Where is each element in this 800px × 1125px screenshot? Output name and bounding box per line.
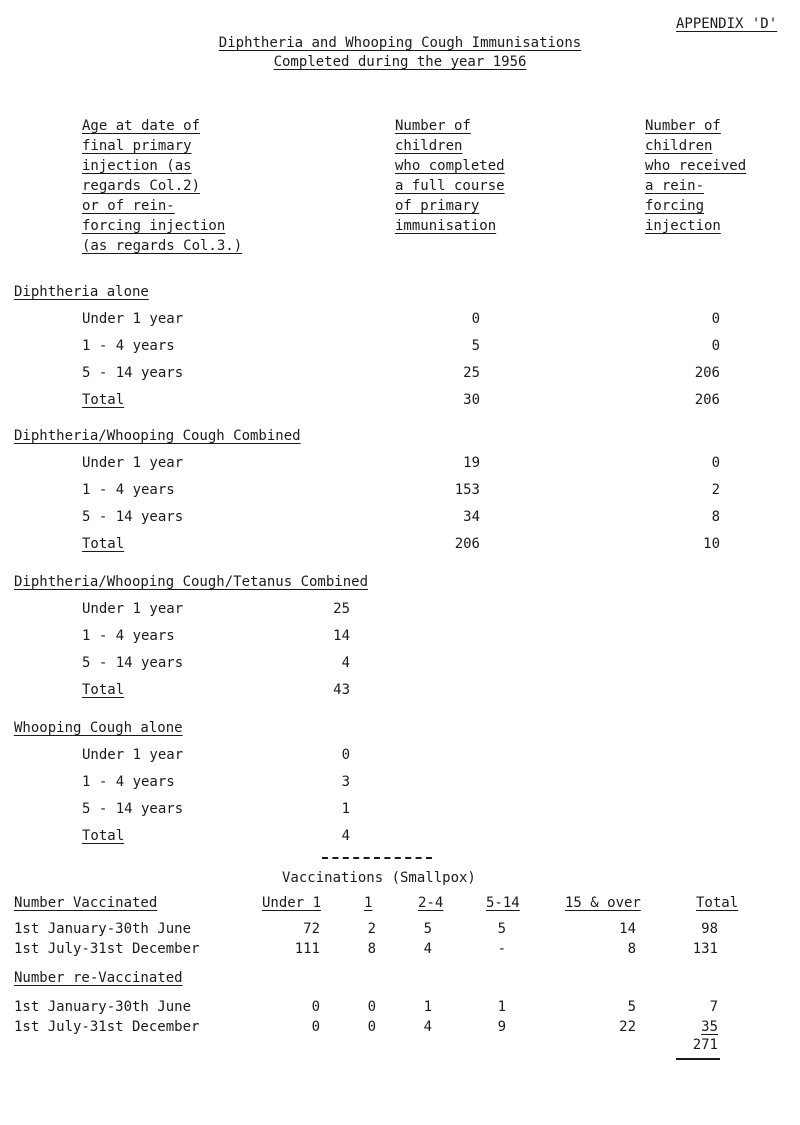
row-label: Under 1 year xyxy=(82,747,184,763)
grand-total-underline xyxy=(676,1058,720,1060)
completed-value: 5 xyxy=(471,338,480,354)
total-label: Total xyxy=(82,392,125,408)
col-header-5-14: 5-14 xyxy=(486,895,520,911)
col-header-under-1: Under 1 xyxy=(262,895,322,911)
section-heading: Diphtheria/Whooping Cough Combined xyxy=(14,428,301,444)
reinforcing-value: 0 xyxy=(711,311,720,327)
reinforcing-value: 0 xyxy=(711,455,720,471)
total-label: Total xyxy=(82,682,125,698)
section-heading: Diphtheria alone xyxy=(14,284,149,300)
row-label: Under 1 year xyxy=(82,601,184,617)
row-label: 1 - 4 years xyxy=(82,482,175,498)
row-label: 5 - 14 years xyxy=(82,801,184,817)
completed-value: 0 xyxy=(341,747,350,763)
completed-value: 34 xyxy=(463,509,480,525)
section-divider xyxy=(322,857,432,859)
completed-value: 25 xyxy=(463,365,480,381)
reinforcing-value: 2 xyxy=(711,482,720,498)
completed-total: 30 xyxy=(463,392,480,408)
completed-total: 43 xyxy=(333,682,350,698)
row-label: 1 - 4 years xyxy=(82,628,175,644)
completed-value: 25 xyxy=(333,601,350,617)
revaccinated-heading: Number re-Vaccinated xyxy=(14,970,183,986)
col-header-15-over: 15 & over xyxy=(565,895,641,911)
col-header-total: Total xyxy=(696,895,739,911)
completed-value: 3 xyxy=(341,774,350,790)
row-label: Under 1 year xyxy=(82,311,184,327)
section-heading: Whooping Cough alone xyxy=(14,720,183,736)
row-label: 5 - 14 years xyxy=(82,655,184,671)
smallpox-title: Vaccinations (Smallpox) xyxy=(282,870,476,886)
total-label: Total xyxy=(82,536,125,552)
completed-value: 153 xyxy=(454,482,480,498)
completed-value: 19 xyxy=(463,455,480,471)
appendix-label: APPENDIX 'D' xyxy=(676,16,778,32)
row-label: 5 - 14 years xyxy=(82,509,184,525)
reinforcing-value: 8 xyxy=(711,509,720,525)
section-heading: Diphtheria/Whooping Cough/Tetanus Combined xyxy=(14,574,369,590)
completed-value: 4 xyxy=(341,655,350,671)
completed-value: 0 xyxy=(471,311,480,327)
completed-total: 206 xyxy=(454,536,480,552)
document-subtitle: Completed during the year 1956 xyxy=(273,54,527,70)
reinforcing-value: 0 xyxy=(711,338,720,354)
row-label: Under 1 year xyxy=(82,455,184,471)
reinforcing-total: 206 xyxy=(694,392,720,408)
number-vaccinated-header: Number Vaccinated xyxy=(14,895,158,911)
row-label: 5 - 14 years xyxy=(82,365,184,381)
grand-total: 271 xyxy=(692,1037,718,1053)
document-title: Diphtheria and Whooping Cough Immunisations xyxy=(218,35,582,51)
reinforcing-total: 10 xyxy=(703,536,720,552)
completed-value: 1 xyxy=(341,801,350,817)
col-header-2-4: 2-4 xyxy=(418,895,444,911)
reinforcing-value: 206 xyxy=(694,365,720,381)
row-label: 1 - 4 years xyxy=(82,774,175,790)
completed-value: 14 xyxy=(333,628,350,644)
completed-total: 4 xyxy=(341,828,350,844)
row-label: 1 - 4 years xyxy=(82,338,175,354)
col-header-age-1: 1 xyxy=(364,895,373,911)
total-label: Total xyxy=(82,828,125,844)
